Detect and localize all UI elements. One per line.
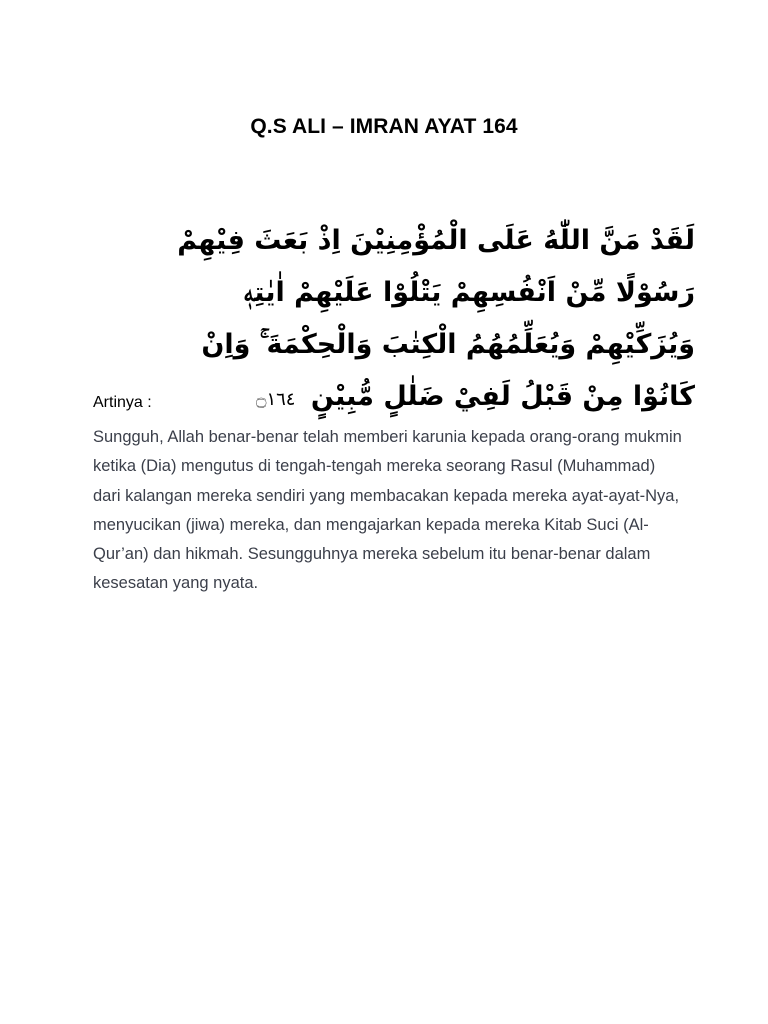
translation-label: Artinya : — [93, 394, 152, 411]
arabic-verse — [150, 215, 695, 426]
translation-paragraph: Sungguh, Allah benar-benar telah memberi karunia kepada orang-orang mukmin ketika (Dia) mengutus di tengah-tengah mereka seorang Rasul (Muhammad) dari kalangan mereka sendiri yang membacakan kepada mereka ayat-ayat-Nya, menyucikan (jiwa) mereka, dan mengajarkan kepada mereka Kitab Suci (Al-Qur’an) dan hikmah. Sesungguhnya mereka sebelum itu benar-benar dalam kesesatan yang nyata. — [93, 428, 682, 593]
arabic-verse-text: لَقَدْ مَنَّ اللّٰهُ عَلَى الْمُؤْمِنِيْنَ اِذْ بَعَثَ فِيْهِمْ رَسُوْلًا مِّنْ اَنْفُسِهِمْ يَتْلُوْا عَلَيْهِمْ اٰيٰتِهٖ وَيُزَكِّيْهِمْ وَيُعَلِّمُهُمُ الْكِتٰبَ وَالْحِكْمَةَ ۚ وَاِنْ كَانُوْا مِنْ قَبْلُ لَفِيْ ضَلٰلٍ مُّبِيْنٍ — [177, 225, 695, 412]
ayah-number-mark: ۝١٦٤ — [255, 389, 296, 410]
document-title: Q.S ALI – IMRAN AYAT 164 — [250, 115, 518, 138]
